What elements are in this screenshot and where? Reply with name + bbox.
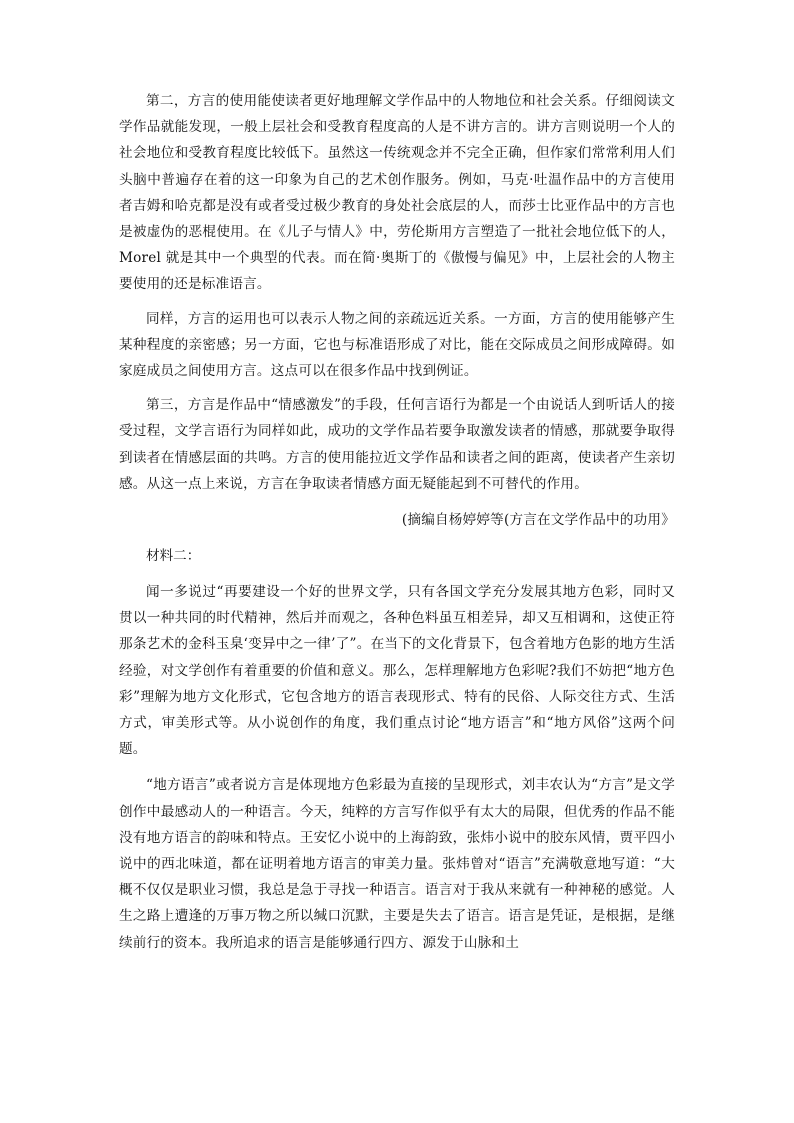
citation: (摘编自杨婷婷等(方言在文学作品中的功用》	[401, 512, 675, 529]
paragraph-intimacy: 同样，方言的运用也可以表示人物之间的亲疏远近关系。一方面，方言的使用能够产生某种程度的亲密感；另一方面，它也与标准语形成了对比，能在交际成员之间形成障碍。如家庭成员之间使用方言。这点可以在很多作品中找到例证。	[119, 310, 675, 380]
paragraph-second-point: 第二，方言的使用能使读者更好地理解文学作品中的人物地位和社会关系。仔细阅读文学作品就能发现，一般上层社会和受教育程度高的人是不讲方言的。讲方言则说明一个人的社会地位和受教育程度比较低下。虽然这一传统观念并不完全正确，但作家们常常利用人们头脑中普遍存在着的这一印象为自己的艺术创作服务。例如，马克·吐温作品中的方言使用者吉姆和哈克都是没有或者受过极少教育的身处社会底层的人，而莎士比亚作品中的方言也是被虚伪的恶棍使用。在《儿子与情人》中，劳伦斯用方言塑造了一批社会地位低下的人，Morel 就是其中一个典型的代表。而在简·奥斯丁的《傲慢与偏见》中，上层社会的人物主要使用的还是标准语言。	[119, 93, 675, 293]
paragraph-third-point: 第三，方言是作品中“情感激发”的手段，任何言语行为都是一个由说话人到听话人的接受过程，文学言语行为同样如此，成功的文学作品若要争取激发读者的情感，那就要争取得到读者在情感层面的共鸣。方言的使用能拉近文学作品和读者之间的距离，使读者产生亲切感。从这一点上来说，方言在争取读者情感方面无疑能起到不可替代的作用。	[119, 397, 675, 492]
paragraph-wen-yiduo: 闻一多说过“再要建设一个好的世界文学，只有各国文学充分发展其地方色彩，同时又贯以一种共同的时代精神，然后并而观之，各种色料虽互相差异，却又互相调和，这使正符那条艺术的金科玉臬‘变异中之一律’了”。在当下的文化背景下，包含着地方色影的地方生活经验，对文学创作有着重要的价值和意义。那么，怎样理解地方色彩呢?我们不妨把“地方色彩”理解为地方文化形式，它包含地方的语言表现形式、特有的民俗、人际交往方式、生活方式，审美形式等。从小说创作的角度，我们重点讨论“地方语言”和“地方风俗”这两个问题。	[119, 584, 675, 758]
material-two-heading: 材料二：	[146, 548, 201, 565]
document-page	[119, 88, 675, 956]
paragraph-local-language: “地方语言”或者说方言是体现地方色彩最为直接的呈现形式，刘丰农认为“方言”是文学创作中最感动人的一种语言。今天，纯粹的方言写作似乎有太大的局限，但优秀的作品不能没有地方语言的韵味和特点。王安忆小说中的上海韵致，张炜小说中的胶东风情，贾平四小说中的西北味道，都在证明着地方语言的审美力量。张炜曾对“语言”充满敬意地写道：“大概不仅仅是职业习惯，我总是急于寻找一种语言。语言对于我从来就有一种神秘的感觉。人生之路上遭逢的万事万物之所以缄口沉默，主要是失去了语言。语言是凭证，是根据，是继续前行的资本。我所追求的语言是能够通行四方、源发于山脉和土	[119, 777, 675, 951]
